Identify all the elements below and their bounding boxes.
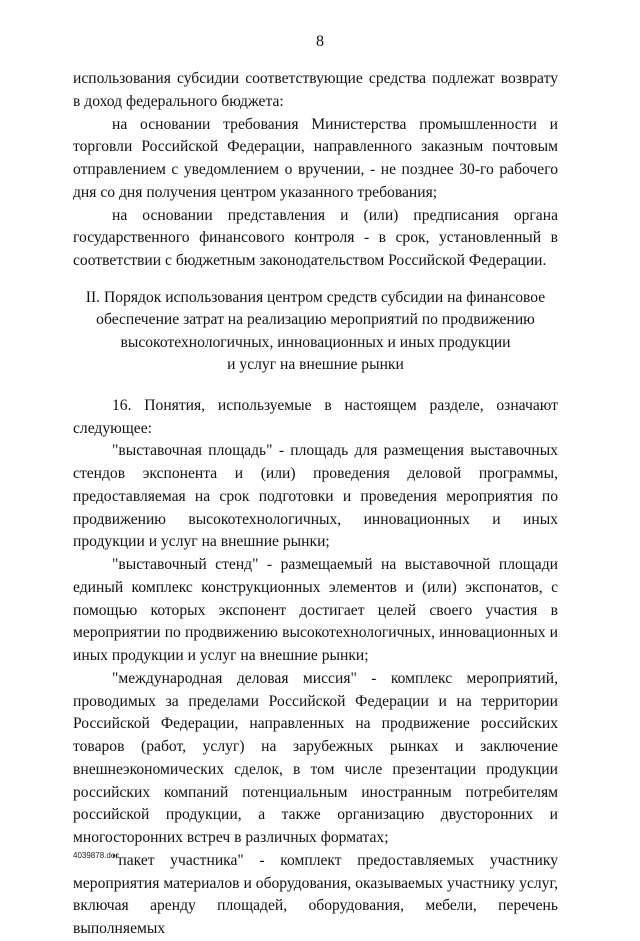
paragraph-continuation: использования субсидии соответствующие средства подлежат возврату в доход федерального бюджета: (73, 70, 558, 110)
paragraph-definition-exhibition-stand: "выставочный стенд" - размещаемый на выставочной площади единый комплекс конструкционных элементов и (или) экспонатов, с помощью которых экспонент достигает целей своего участия в мероприятии по продвижению высокотехнологичных, инновационных и иных продукции и услуг на внешние рынки; (73, 556, 558, 664)
page-number: 8 (316, 33, 324, 50)
section-heading (73, 287, 558, 377)
paragraph-financial-control: на основании представления и (или) предписания органа государственного финансового контроля - в срок, установленный в соответствии с бюджетным законодательством Российской Федерации. (73, 206, 558, 269)
section-heading-line: и услуг на внешние рынки (227, 356, 404, 374)
document-file-code: 4039878.doc (73, 851, 120, 860)
paragraph-ministry-requirement: на основании требования Министерства промышленности и торговли Российской Федерации, направленного заказным почтовым отправлением с уведомлением о вручении, - не позднее 30-го рабочего дня со дня получения центром указанного требования; (73, 115, 558, 201)
paragraph-definition-participant-package: "пакет участника" - комплект предоставляемых участнику мероприятия материалов и оборудования, оказываемых участнику услуг, включая аренду площадей, оборудования, мебели, перечень выполняемых (73, 851, 558, 937)
section-heading-line: II. Порядок использования центром средств субсидии на финансовое (85, 288, 546, 306)
paragraph-definitions-intro: 16. Понятия, используемые в настоящем разделе, означают следующее: (73, 396, 558, 437)
section-heading-line: высокотехнологичных, инновационных и иных продукции (120, 333, 511, 351)
paragraph-definition-business-mission: "международная деловая миссия" - комплекс мероприятий, проводимых за пределами Российской Федерации и на территории Российской Федерации, направленных на продвижение российских товаров (работ, услуг) на зарубежных рынках и заключение внешнеэкономических сделок, в том числе презентации продукции российских компаний потенциальным иностранным потребителям российской продукции, а также организацию двусторонних и многосторонних встреч в различных форматах; (73, 669, 558, 846)
section-heading-line: обеспечение затрат на реализацию мероприятий по продвижению (96, 311, 535, 329)
document-body (73, 68, 558, 941)
paragraph-definition-exhibition-area: "выставочная площадь" - площадь для размещения выставочных стендов экспонента и (или) проведения деловой программы, предоставляемая на срок подготовки и проведения мероприятия по продвижению высокотехнологичных, инновационных и иных продукции и услуг на внешние рынки; (73, 442, 558, 551)
